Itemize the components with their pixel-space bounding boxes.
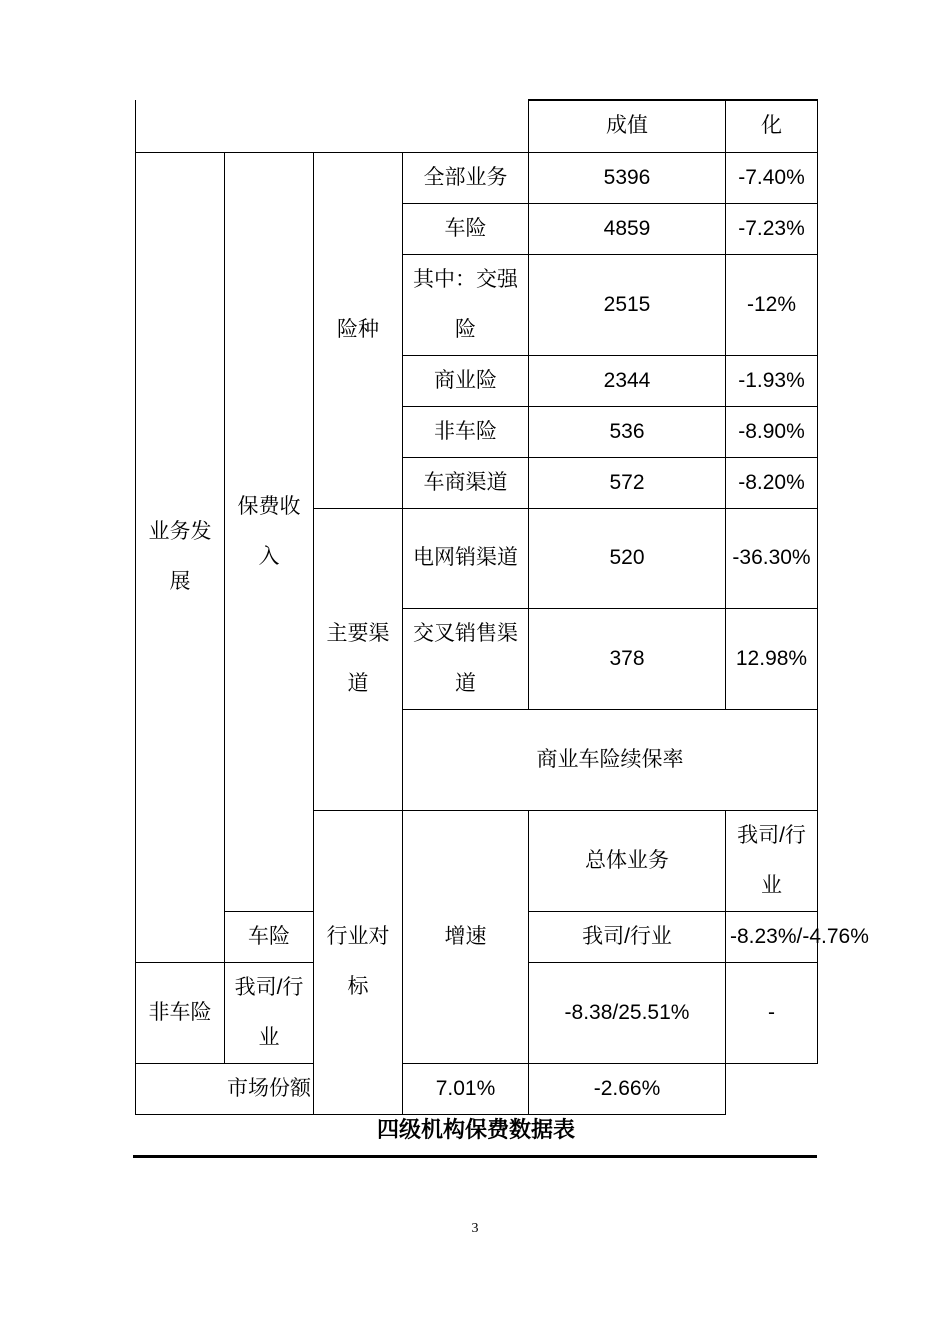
row-value: 378: [529, 608, 726, 709]
growth-label: 增速: [403, 810, 529, 1063]
row-label: 我司/行业: [225, 962, 314, 1063]
row-category: 非车险: [136, 962, 225, 1063]
market-share-value: 7.01%: [403, 1063, 529, 1114]
premium-income-label: 保费收入: [225, 152, 314, 911]
header-blank-cell: [136, 100, 529, 152]
row-label: 全部业务: [403, 152, 529, 203]
table-row: [136, 1063, 818, 1114]
row-label: 商业险: [403, 355, 529, 406]
header-cell-value: 成值: [529, 100, 726, 152]
header-cell-change: 化: [726, 100, 818, 152]
row-label: 车险: [403, 203, 529, 254]
row-label: 交叉销售渠道: [403, 608, 529, 709]
main-channel-label: 主要渠道: [314, 508, 403, 810]
page-number: 3: [471, 1221, 479, 1236]
row-change: 12.98%: [726, 608, 818, 709]
risk-type-label: 险种: [314, 152, 403, 508]
table-row: [136, 152, 818, 203]
row-label: 我司/行业: [529, 911, 726, 962]
business-group-label: 业务发展: [136, 152, 225, 962]
row-label: 其中：交强险: [403, 254, 529, 355]
row-value: 2344: [529, 355, 726, 406]
row-change: -12%: [726, 254, 818, 355]
row-value: 4859: [529, 203, 726, 254]
row-category: 总体业务: [529, 810, 726, 911]
market-share-label: 市场份额: [136, 1063, 403, 1114]
row-value: 572: [529, 457, 726, 508]
row-change: -36.30%: [726, 508, 818, 608]
premium-data-table: [135, 99, 869, 1115]
row-change: -1.93%: [726, 355, 818, 406]
row-value: 520: [529, 508, 726, 608]
row-value: -8.38/25.51%: [529, 962, 726, 1063]
row-value: 536: [529, 406, 726, 457]
row-change: -8.90%: [726, 406, 818, 457]
divider-rule: [133, 1155, 817, 1158]
row-value: 2515: [529, 254, 726, 355]
row-change: -8.20%: [726, 457, 818, 508]
row-value: -8.23%/-4.76%: [726, 911, 818, 962]
table-header-row: [136, 100, 818, 152]
row-change: -7.23%: [726, 203, 818, 254]
renewal-rate-label: 商业车险续保率: [403, 709, 818, 810]
row-label: 电网销渠道: [403, 508, 529, 608]
row-category: 车险: [225, 911, 314, 962]
market-share-change: -2.66%: [529, 1063, 726, 1114]
industry-group-label: 行业对标: [314, 810, 403, 1114]
row-value: 5396: [529, 152, 726, 203]
section-title: 四级机构保费数据表: [376, 1118, 575, 1143]
row-label: 我司/行业: [726, 810, 818, 911]
row-label: 车商渠道: [403, 457, 529, 508]
row-change: -7.40%: [726, 152, 818, 203]
row-label: 非车险: [403, 406, 529, 457]
row-change: -: [726, 962, 818, 1063]
